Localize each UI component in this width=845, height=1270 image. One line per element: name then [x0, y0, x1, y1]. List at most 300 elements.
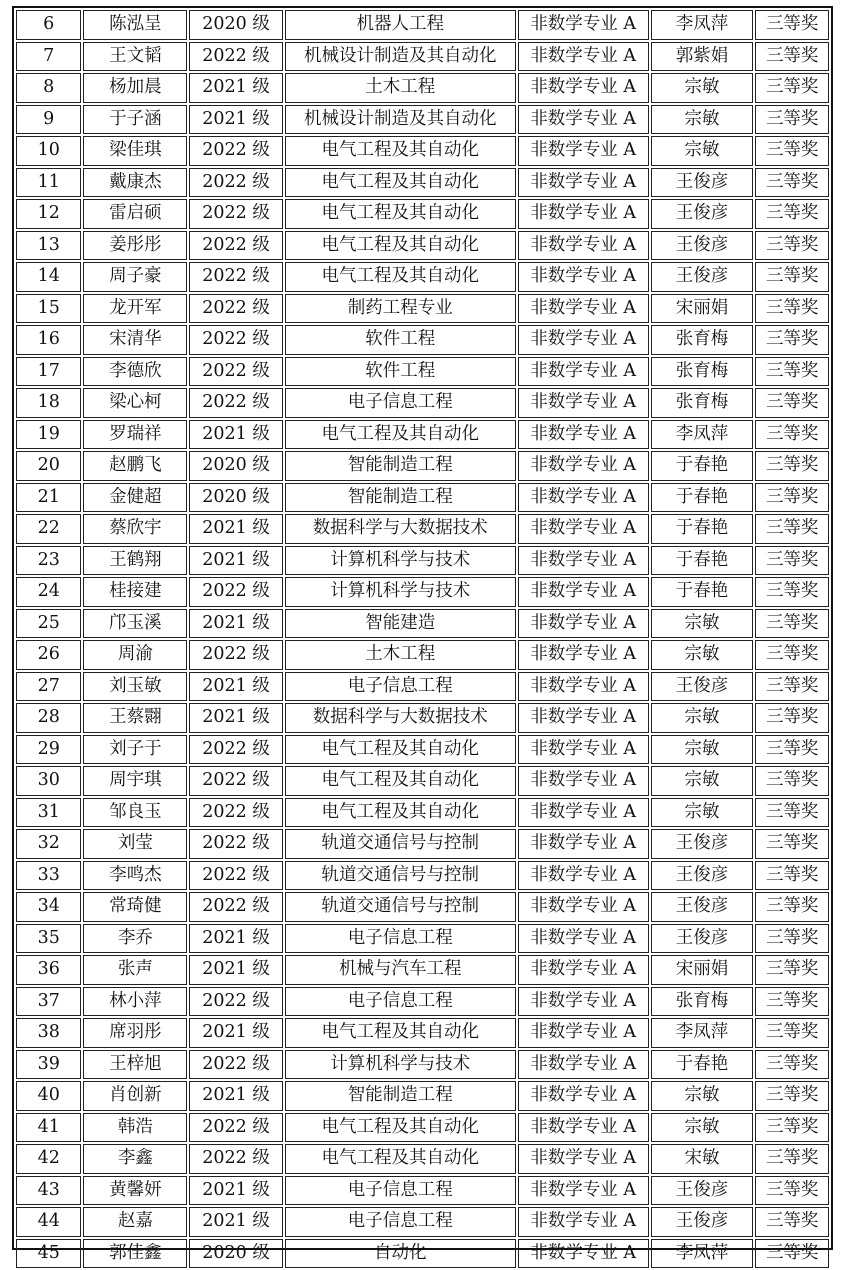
advisor-name-cell: 宗敏 [651, 136, 754, 166]
contest-category-cell: 非数学专业 A [518, 73, 649, 103]
contest-category-cell: 非数学专业 A [518, 703, 649, 733]
table-row [16, 766, 829, 796]
student-name-cell: 李鑫 [83, 1144, 187, 1174]
contest-category-cell: 非数学专业 A [518, 1176, 649, 1206]
award-level-cell: 三等奖 [755, 10, 829, 40]
grade-year-cell: 2021 级 [189, 955, 283, 985]
contest-category-cell: 非数学专业 A [518, 546, 649, 576]
award-level-cell: 三等奖 [755, 1018, 829, 1048]
row-number-cell: 44 [16, 1207, 81, 1237]
contest-category-cell: 非数学专业 A [518, 861, 649, 891]
major-name-cell: 智能制造工程 [285, 483, 516, 513]
advisor-name-cell: 李凤萍 [651, 10, 754, 40]
contest-category-cell: 非数学专业 A [518, 388, 649, 418]
grade-year-cell: 2021 级 [189, 672, 283, 702]
table-row [16, 42, 829, 72]
row-number-cell: 26 [16, 640, 81, 670]
grade-year-cell: 2022 级 [189, 1113, 283, 1143]
advisor-name-cell: 张育梅 [651, 325, 754, 355]
student-name-cell: 梁心柯 [83, 388, 187, 418]
advisor-name-cell: 宋敏 [651, 1144, 754, 1174]
major-name-cell: 机械与汽车工程 [285, 955, 516, 985]
contest-category-cell: 非数学专业 A [518, 892, 649, 922]
award-list-sheet [12, 6, 833, 1263]
advisor-name-cell: 于春艳 [651, 577, 754, 607]
advisor-name-cell: 郭紫娟 [651, 42, 754, 72]
major-name-cell: 计算机科学与技术 [285, 577, 516, 607]
table-row [16, 1207, 829, 1237]
major-name-cell: 计算机科学与技术 [285, 546, 516, 576]
contest-category-cell: 非数学专业 A [518, 294, 649, 324]
grade-year-cell: 2022 级 [189, 892, 283, 922]
student-name-cell: 刘玉敏 [83, 672, 187, 702]
student-name-cell: 赵鹏飞 [83, 451, 187, 481]
student-name-cell: 李鸣杰 [83, 861, 187, 891]
award-level-cell: 三等奖 [755, 42, 829, 72]
award-level-cell: 三等奖 [755, 1207, 829, 1237]
advisor-name-cell: 宗敏 [651, 640, 754, 670]
award-level-cell: 三等奖 [755, 388, 829, 418]
student-name-cell: 邝玉溪 [83, 609, 187, 639]
advisor-name-cell: 于春艳 [651, 483, 754, 513]
row-number-cell: 6 [16, 10, 81, 40]
student-name-cell: 黄馨妍 [83, 1176, 187, 1206]
table-row [16, 514, 829, 544]
advisor-name-cell: 宋丽娟 [651, 955, 754, 985]
row-number-cell: 7 [16, 42, 81, 72]
award-level-cell: 三等奖 [755, 766, 829, 796]
table-row [16, 672, 829, 702]
contest-category-cell: 非数学专业 A [518, 924, 649, 954]
student-name-cell: 宋清华 [83, 325, 187, 355]
table-row [16, 1018, 829, 1048]
table-row [16, 1081, 829, 1111]
award-level-cell: 三等奖 [755, 987, 829, 1017]
table-row [16, 262, 829, 292]
contest-category-cell: 非数学专业 A [518, 325, 649, 355]
row-number-cell: 39 [16, 1050, 81, 1080]
table-row [16, 105, 829, 135]
row-number-cell: 19 [16, 420, 81, 450]
contest-category-cell: 非数学专业 A [518, 1081, 649, 1111]
advisor-name-cell: 宗敏 [651, 798, 754, 828]
award-level-cell: 三等奖 [755, 829, 829, 859]
grade-year-cell: 2021 级 [189, 546, 283, 576]
grade-year-cell: 2022 级 [189, 987, 283, 1017]
major-name-cell: 自动化 [285, 1239, 516, 1269]
major-name-cell: 智能制造工程 [285, 1081, 516, 1111]
major-name-cell: 智能建造 [285, 609, 516, 639]
student-name-cell: 龙开军 [83, 294, 187, 324]
award-level-cell: 三等奖 [755, 262, 829, 292]
major-name-cell: 软件工程 [285, 357, 516, 387]
award-level-cell: 三等奖 [755, 892, 829, 922]
student-name-cell: 王文韬 [83, 42, 187, 72]
advisor-name-cell: 于春艳 [651, 1050, 754, 1080]
student-name-cell: 周宇琪 [83, 766, 187, 796]
row-number-cell: 30 [16, 766, 81, 796]
major-name-cell: 电气工程及其自动化 [285, 798, 516, 828]
row-number-cell: 17 [16, 357, 81, 387]
grade-year-cell: 2021 级 [189, 609, 283, 639]
grade-year-cell: 2022 级 [189, 640, 283, 670]
contest-category-cell: 非数学专业 A [518, 514, 649, 544]
student-name-cell: 姜彤彤 [83, 231, 187, 261]
grade-year-cell: 2020 级 [189, 10, 283, 40]
row-number-cell: 33 [16, 861, 81, 891]
grade-year-cell: 2021 级 [189, 1018, 283, 1048]
table-row [16, 294, 829, 324]
contest-category-cell: 非数学专业 A [518, 168, 649, 198]
row-number-cell: 45 [16, 1239, 81, 1269]
table-row [16, 1239, 829, 1269]
major-name-cell: 电子信息工程 [285, 987, 516, 1017]
contest-category-cell: 非数学专业 A [518, 1144, 649, 1174]
award-level-cell: 三等奖 [755, 451, 829, 481]
grade-year-cell: 2022 级 [189, 168, 283, 198]
award-level-cell: 三等奖 [755, 798, 829, 828]
student-name-cell: 邹良玉 [83, 798, 187, 828]
student-name-cell: 桂接建 [83, 577, 187, 607]
student-name-cell: 周渝 [83, 640, 187, 670]
table-row [16, 1144, 829, 1174]
major-name-cell: 电气工程及其自动化 [285, 168, 516, 198]
award-level-cell: 三等奖 [755, 546, 829, 576]
advisor-name-cell: 王俊彦 [651, 262, 754, 292]
student-name-cell: 韩浩 [83, 1113, 187, 1143]
student-name-cell: 周子豪 [83, 262, 187, 292]
advisor-name-cell: 王俊彦 [651, 861, 754, 891]
contest-category-cell: 非数学专业 A [518, 987, 649, 1017]
award-level-cell: 三等奖 [755, 861, 829, 891]
student-name-cell: 杨加晨 [83, 73, 187, 103]
advisor-name-cell: 李凤萍 [651, 420, 754, 450]
award-level-cell: 三等奖 [755, 955, 829, 985]
student-name-cell: 席羽彤 [83, 1018, 187, 1048]
award-level-cell: 三等奖 [755, 672, 829, 702]
table-row [16, 924, 829, 954]
grade-year-cell: 2022 级 [189, 357, 283, 387]
major-name-cell: 机械设计制造及其自动化 [285, 105, 516, 135]
grade-year-cell: 2022 级 [189, 861, 283, 891]
contest-category-cell: 非数学专业 A [518, 766, 649, 796]
major-name-cell: 机械设计制造及其自动化 [285, 42, 516, 72]
advisor-name-cell: 王俊彦 [651, 924, 754, 954]
major-name-cell: 制药工程专业 [285, 294, 516, 324]
grade-year-cell: 2022 级 [189, 798, 283, 828]
contest-category-cell: 非数学专业 A [518, 483, 649, 513]
row-number-cell: 15 [16, 294, 81, 324]
contest-category-cell: 非数学专业 A [518, 1239, 649, 1269]
row-number-cell: 36 [16, 955, 81, 985]
advisor-name-cell: 宗敏 [651, 1081, 754, 1111]
table-row [16, 735, 829, 765]
row-number-cell: 9 [16, 105, 81, 135]
award-level-cell: 三等奖 [755, 199, 829, 229]
table-row [16, 987, 829, 1017]
major-name-cell: 电气工程及其自动化 [285, 262, 516, 292]
row-number-cell: 40 [16, 1081, 81, 1111]
grade-year-cell: 2021 级 [189, 420, 283, 450]
contest-category-cell: 非数学专业 A [518, 798, 649, 828]
advisor-name-cell: 宗敏 [651, 735, 754, 765]
advisor-name-cell: 张育梅 [651, 987, 754, 1017]
student-name-cell: 梁佳琪 [83, 136, 187, 166]
contest-category-cell: 非数学专业 A [518, 1018, 649, 1048]
advisor-name-cell: 张育梅 [651, 357, 754, 387]
award-table [14, 8, 831, 1270]
award-level-cell: 三等奖 [755, 1176, 829, 1206]
row-number-cell: 29 [16, 735, 81, 765]
advisor-name-cell: 宗敏 [651, 609, 754, 639]
major-name-cell: 电子信息工程 [285, 1176, 516, 1206]
major-name-cell: 土木工程 [285, 640, 516, 670]
grade-year-cell: 2022 级 [189, 388, 283, 418]
contest-category-cell: 非数学专业 A [518, 105, 649, 135]
table-row [16, 483, 829, 513]
table-row [16, 546, 829, 576]
award-level-cell: 三等奖 [755, 1144, 829, 1174]
row-number-cell: 18 [16, 388, 81, 418]
table-row [16, 1113, 829, 1143]
major-name-cell: 轨道交通信号与控制 [285, 829, 516, 859]
major-name-cell: 电气工程及其自动化 [285, 1144, 516, 1174]
contest-category-cell: 非数学专业 A [518, 955, 649, 985]
grade-year-cell: 2022 级 [189, 294, 283, 324]
student-name-cell: 林小萍 [83, 987, 187, 1017]
award-level-cell: 三等奖 [755, 514, 829, 544]
student-name-cell: 王梓旭 [83, 1050, 187, 1080]
table-row [16, 451, 829, 481]
student-name-cell: 蔡欣宇 [83, 514, 187, 544]
advisor-name-cell: 宗敏 [651, 105, 754, 135]
row-number-cell: 14 [16, 262, 81, 292]
major-name-cell: 电子信息工程 [285, 672, 516, 702]
row-number-cell: 32 [16, 829, 81, 859]
student-name-cell: 戴康杰 [83, 168, 187, 198]
contest-category-cell: 非数学专业 A [518, 1113, 649, 1143]
grade-year-cell: 2020 级 [189, 483, 283, 513]
row-number-cell: 22 [16, 514, 81, 544]
student-name-cell: 罗瑞祥 [83, 420, 187, 450]
award-level-cell: 三等奖 [755, 609, 829, 639]
table-row [16, 73, 829, 103]
student-name-cell: 陈泓呈 [83, 10, 187, 40]
grade-year-cell: 2022 级 [189, 325, 283, 355]
row-number-cell: 35 [16, 924, 81, 954]
major-name-cell: 电气工程及其自动化 [285, 1018, 516, 1048]
grade-year-cell: 2022 级 [189, 1050, 283, 1080]
major-name-cell: 电气工程及其自动化 [285, 420, 516, 450]
award-level-cell: 三等奖 [755, 1113, 829, 1143]
grade-year-cell: 2022 级 [189, 735, 283, 765]
advisor-name-cell: 王俊彦 [651, 1207, 754, 1237]
table-row [16, 577, 829, 607]
award-level-cell: 三等奖 [755, 577, 829, 607]
contest-category-cell: 非数学专业 A [518, 136, 649, 166]
contest-category-cell: 非数学专业 A [518, 420, 649, 450]
student-name-cell: 肖创新 [83, 1081, 187, 1111]
grade-year-cell: 2021 级 [189, 73, 283, 103]
student-name-cell: 王蔡翾 [83, 703, 187, 733]
row-number-cell: 42 [16, 1144, 81, 1174]
row-number-cell: 41 [16, 1113, 81, 1143]
advisor-name-cell: 王俊彦 [651, 1176, 754, 1206]
table-row [16, 640, 829, 670]
student-name-cell: 李乔 [83, 924, 187, 954]
student-name-cell: 于子涵 [83, 105, 187, 135]
contest-category-cell: 非数学专业 A [518, 357, 649, 387]
major-name-cell: 电气工程及其自动化 [285, 1113, 516, 1143]
grade-year-cell: 2020 级 [189, 451, 283, 481]
row-number-cell: 24 [16, 577, 81, 607]
award-level-cell: 三等奖 [755, 1081, 829, 1111]
contest-category-cell: 非数学专业 A [518, 672, 649, 702]
advisor-name-cell: 宗敏 [651, 766, 754, 796]
contest-category-cell: 非数学专业 A [518, 609, 649, 639]
major-name-cell: 轨道交通信号与控制 [285, 861, 516, 891]
award-level-cell: 三等奖 [755, 1050, 829, 1080]
table-row [16, 388, 829, 418]
contest-category-cell: 非数学专业 A [518, 262, 649, 292]
contest-category-cell: 非数学专业 A [518, 829, 649, 859]
row-number-cell: 27 [16, 672, 81, 702]
table-row [16, 231, 829, 261]
table-row [16, 168, 829, 198]
award-level-cell: 三等奖 [755, 703, 829, 733]
row-number-cell: 16 [16, 325, 81, 355]
row-number-cell: 20 [16, 451, 81, 481]
table-row [16, 892, 829, 922]
table-row [16, 609, 829, 639]
grade-year-cell: 2022 级 [189, 829, 283, 859]
row-number-cell: 11 [16, 168, 81, 198]
grade-year-cell: 2020 级 [189, 1239, 283, 1269]
student-name-cell: 张声 [83, 955, 187, 985]
award-level-cell: 三等奖 [755, 105, 829, 135]
grade-year-cell: 2022 级 [189, 42, 283, 72]
major-name-cell: 电气工程及其自动化 [285, 735, 516, 765]
advisor-name-cell: 李凤萍 [651, 1018, 754, 1048]
grade-year-cell: 2022 级 [189, 136, 283, 166]
contest-category-cell: 非数学专业 A [518, 735, 649, 765]
student-name-cell: 刘子于 [83, 735, 187, 765]
student-name-cell: 李德欣 [83, 357, 187, 387]
row-number-cell: 23 [16, 546, 81, 576]
table-row [16, 798, 829, 828]
row-number-cell: 8 [16, 73, 81, 103]
major-name-cell: 软件工程 [285, 325, 516, 355]
advisor-name-cell: 王俊彦 [651, 672, 754, 702]
award-level-cell: 三等奖 [755, 231, 829, 261]
advisor-name-cell: 王俊彦 [651, 231, 754, 261]
major-name-cell: 电气工程及其自动化 [285, 231, 516, 261]
advisor-name-cell: 王俊彦 [651, 829, 754, 859]
row-number-cell: 21 [16, 483, 81, 513]
advisor-name-cell: 宋丽娟 [651, 294, 754, 324]
major-name-cell: 数据科学与大数据技术 [285, 514, 516, 544]
major-name-cell: 计算机科学与技术 [285, 1050, 516, 1080]
major-name-cell: 电气工程及其自动化 [285, 199, 516, 229]
advisor-name-cell: 张育梅 [651, 388, 754, 418]
row-number-cell: 31 [16, 798, 81, 828]
grade-year-cell: 2021 级 [189, 924, 283, 954]
advisor-name-cell: 于春艳 [651, 451, 754, 481]
table-row [16, 1050, 829, 1080]
table-row [16, 420, 829, 450]
table-row [16, 10, 829, 40]
advisor-name-cell: 王俊彦 [651, 199, 754, 229]
major-name-cell: 电气工程及其自动化 [285, 136, 516, 166]
award-level-cell: 三等奖 [755, 294, 829, 324]
table-row [16, 829, 829, 859]
advisor-name-cell: 于春艳 [651, 546, 754, 576]
grade-year-cell: 2022 级 [189, 231, 283, 261]
table-row [16, 325, 829, 355]
award-level-cell: 三等奖 [755, 924, 829, 954]
contest-category-cell: 非数学专业 A [518, 199, 649, 229]
advisor-name-cell: 宗敏 [651, 73, 754, 103]
grade-year-cell: 2021 级 [189, 514, 283, 544]
advisor-name-cell: 李凤萍 [651, 1239, 754, 1269]
award-level-cell: 三等奖 [755, 357, 829, 387]
award-level-cell: 三等奖 [755, 735, 829, 765]
contest-category-cell: 非数学专业 A [518, 42, 649, 72]
table-row [16, 199, 829, 229]
advisor-name-cell: 宗敏 [651, 703, 754, 733]
advisor-name-cell: 王俊彦 [651, 892, 754, 922]
contest-category-cell: 非数学专业 A [518, 10, 649, 40]
grade-year-cell: 2021 级 [189, 1081, 283, 1111]
student-name-cell: 常琦健 [83, 892, 187, 922]
award-level-cell: 三等奖 [755, 168, 829, 198]
advisor-name-cell: 王俊彦 [651, 168, 754, 198]
contest-category-cell: 非数学专业 A [518, 1050, 649, 1080]
major-name-cell: 电子信息工程 [285, 924, 516, 954]
grade-year-cell: 2021 级 [189, 105, 283, 135]
contest-category-cell: 非数学专业 A [518, 577, 649, 607]
table-row [16, 955, 829, 985]
table-row [16, 136, 829, 166]
major-name-cell: 轨道交通信号与控制 [285, 892, 516, 922]
major-name-cell: 电子信息工程 [285, 1207, 516, 1237]
table-row [16, 861, 829, 891]
grade-year-cell: 2022 级 [189, 766, 283, 796]
grade-year-cell: 2021 级 [189, 703, 283, 733]
contest-category-cell: 非数学专业 A [518, 640, 649, 670]
grade-year-cell: 2021 级 [189, 1176, 283, 1206]
award-level-cell: 三等奖 [755, 73, 829, 103]
row-number-cell: 37 [16, 987, 81, 1017]
row-number-cell: 38 [16, 1018, 81, 1048]
award-level-cell: 三等奖 [755, 1239, 829, 1269]
major-name-cell: 智能制造工程 [285, 451, 516, 481]
student-name-cell: 金健超 [83, 483, 187, 513]
contest-category-cell: 非数学专业 A [518, 451, 649, 481]
award-level-cell: 三等奖 [755, 483, 829, 513]
contest-category-cell: 非数学专业 A [518, 1207, 649, 1237]
table-row [16, 703, 829, 733]
student-name-cell: 郭佳鑫 [83, 1239, 187, 1269]
award-level-cell: 三等奖 [755, 325, 829, 355]
student-name-cell: 王鹤翔 [83, 546, 187, 576]
award-level-cell: 三等奖 [755, 640, 829, 670]
row-number-cell: 28 [16, 703, 81, 733]
advisor-name-cell: 宗敏 [651, 1113, 754, 1143]
award-level-cell: 三等奖 [755, 420, 829, 450]
major-name-cell: 电气工程及其自动化 [285, 766, 516, 796]
row-number-cell: 43 [16, 1176, 81, 1206]
